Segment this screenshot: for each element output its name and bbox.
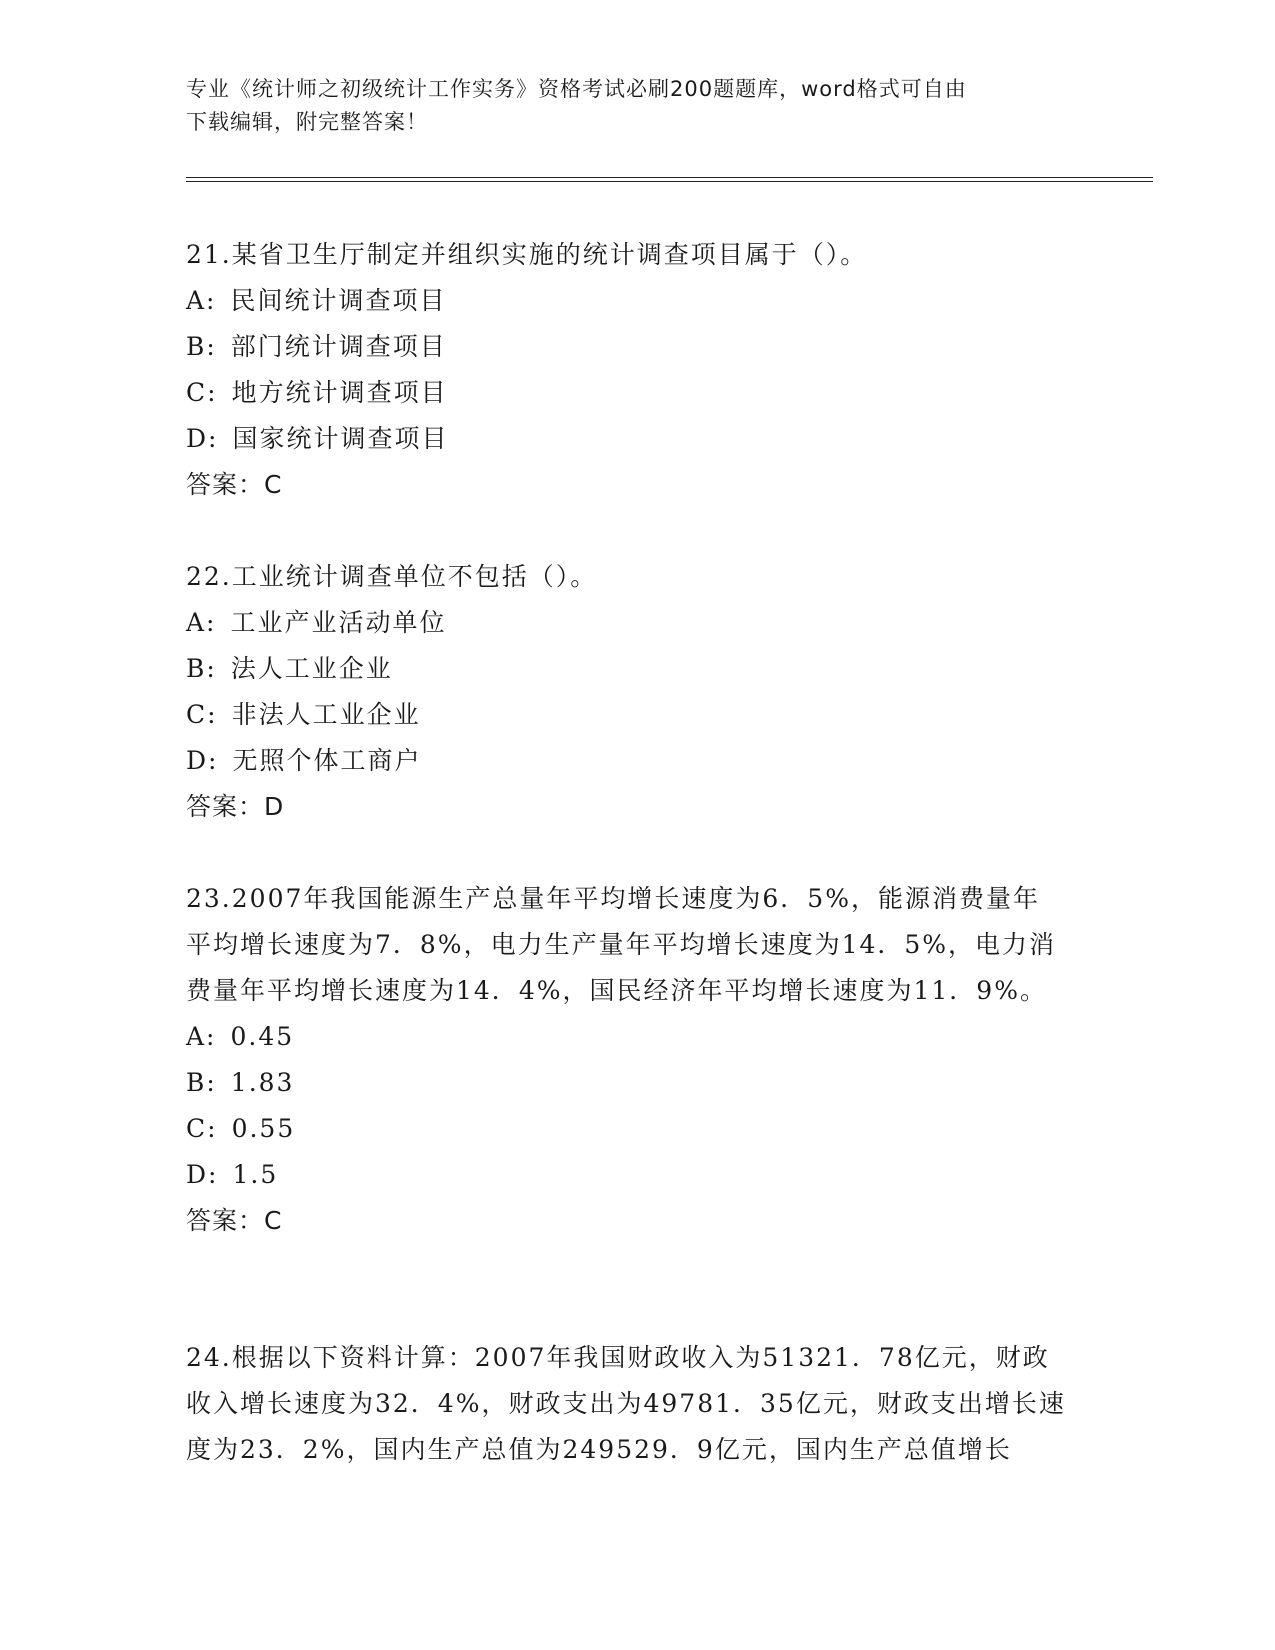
option-a xyxy=(186,278,1086,324)
option-b xyxy=(186,324,1086,370)
option-text: 1.83 xyxy=(230,1068,295,1097)
option-d xyxy=(186,1152,1086,1198)
option-letter: D: xyxy=(186,1160,219,1189)
answer: 答案：D xyxy=(186,792,285,821)
answer: 答案：C xyxy=(186,470,283,499)
option-text: 法人工业企业 xyxy=(230,654,393,683)
option-letter: B: xyxy=(186,1068,217,1097)
option-text: 民间统计调查项目 xyxy=(230,286,447,315)
option-c xyxy=(186,1106,1086,1152)
option-text: 地方统计调查项目 xyxy=(231,378,448,407)
option-text: 无照个体工商户 xyxy=(232,746,422,775)
option-letter: A: xyxy=(186,286,217,315)
question-21 xyxy=(186,232,1086,508)
option-letter: B: xyxy=(186,654,217,683)
header-line-2: 下载编辑，附完整答案！ xyxy=(186,110,428,134)
option-a xyxy=(186,1014,1086,1060)
option-a xyxy=(186,600,1086,646)
question-text: 21.某省卫生厅制定并组织实施的统计调查项目属于（）。 xyxy=(186,240,868,269)
option-d xyxy=(186,416,1086,462)
header-line-1: 专业《统计师之初级统计工作实务》资格考试必刷200题题库，word格式可自由 xyxy=(186,77,967,101)
header-divider-top xyxy=(186,177,1153,178)
option-letter: C: xyxy=(186,378,218,407)
option-text: 0.45 xyxy=(230,1022,295,1051)
header-divider-bottom xyxy=(186,181,1153,182)
option-text: 部门统计调查项目 xyxy=(230,332,447,361)
option-letter: C: xyxy=(186,1114,218,1143)
option-text: 非法人工业企业 xyxy=(231,700,421,729)
question-24 xyxy=(186,1335,1086,1473)
question-text: 24.根据以下资料计算：2007年我国财政收入为51321．78亿元，财政收入增长速度为32．4%，财政支出为49781．35亿元，财政支出增长速度为23．2%，国内生产总值为249529．9亿元，国内生产总值增长 xyxy=(186,1343,1066,1464)
option-text: 1.5 xyxy=(232,1160,279,1189)
option-c xyxy=(186,370,1086,416)
question-text: 23.2007年我国能源生产总量年平均增长速度为6．5%，能源消费量年平均增长速度为7．8%，电力生产量年平均增长速度为14．5%，电力消费量年平均增长速度为14．4%，国民经济年平均增长速度为11．9%。 xyxy=(186,884,1057,1005)
option-letter: D: xyxy=(186,424,219,453)
question-text: 22.工业统计调查单位不包括（）。 xyxy=(186,562,598,591)
option-text: 工业产业活动单位 xyxy=(230,608,447,637)
answer: 答案：C xyxy=(186,1206,283,1235)
option-letter: C: xyxy=(186,700,218,729)
option-text: 0.55 xyxy=(231,1114,296,1143)
option-letter: D: xyxy=(186,746,219,775)
option-letter: A: xyxy=(186,1022,217,1051)
option-b xyxy=(186,1060,1086,1106)
question-22 xyxy=(186,554,1086,830)
option-text: 国家统计调查项目 xyxy=(232,424,449,453)
option-letter: B: xyxy=(186,332,217,361)
option-b xyxy=(186,646,1086,692)
option-d xyxy=(186,738,1086,784)
document-header xyxy=(186,73,1086,139)
question-23 xyxy=(186,876,1086,1244)
option-c xyxy=(186,692,1086,738)
option-letter: A: xyxy=(186,608,217,637)
